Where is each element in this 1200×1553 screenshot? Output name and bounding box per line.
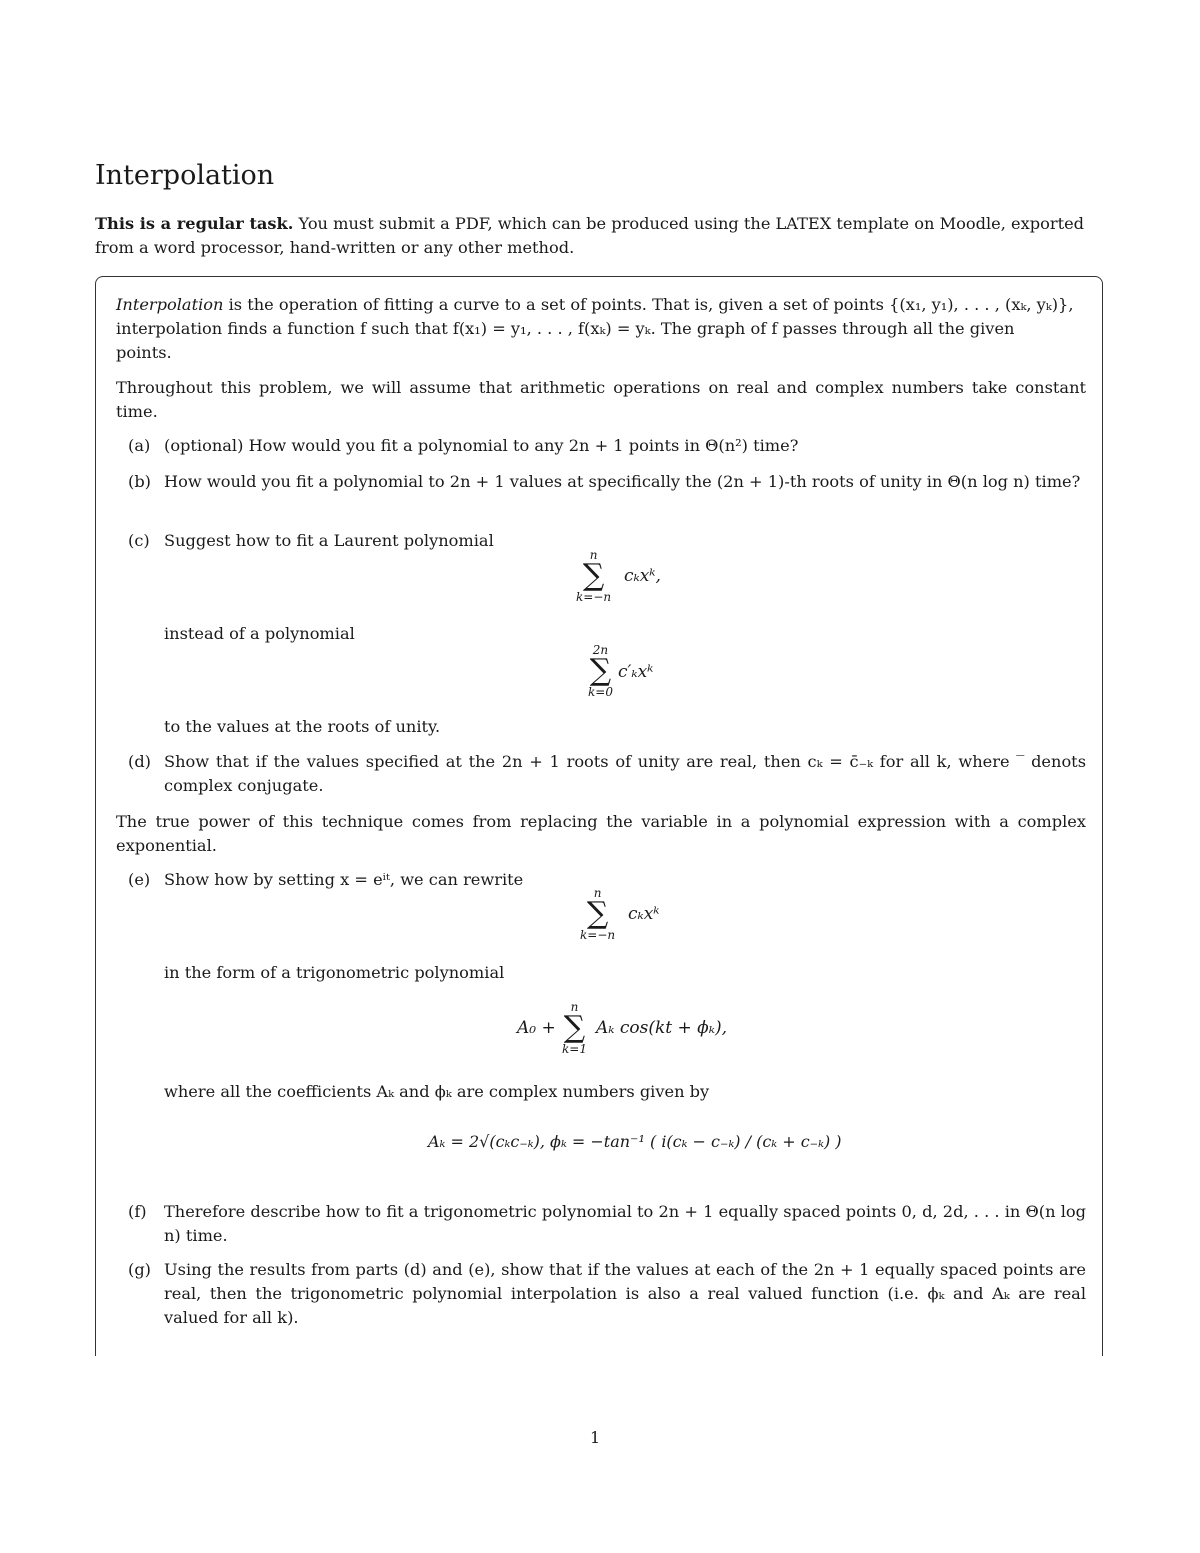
item-label: (g)	[128, 1260, 151, 1279]
item-text: (optional) How would you fit a polynomial to any 2n + 1 points in Θ(n²) time?	[164, 436, 799, 455]
sigma-icon: ∑	[589, 653, 612, 688]
sum-upper: n	[593, 886, 602, 900]
item-text: How would you fit a polynomial to 2n + 1 values at specifically the (2n + 1)-th roots of unity in Θ(n log n) time?	[164, 472, 1081, 491]
intro-text: You must submit a PDF, which can be produced using the LATEX template on Moodle, exported from a word processor, hand-written or any other method.	[95, 214, 1085, 257]
item-c-mid: instead of a polynomial	[164, 624, 355, 643]
item-text: Using the results from parts (d) and (e), show that if the values at each of the 2n + 1 equally spaced points are real, then the trigonometric polynomial interpolation is also a real valued function (i.e. ϕₖ and Aₖ are real valued for all k).	[164, 1260, 1086, 1327]
sum-lower: k=0	[588, 685, 613, 699]
sum-upper: n	[589, 548, 598, 562]
sum-upper: n	[570, 1000, 579, 1014]
equation-4-pre: A₀ +	[517, 1018, 556, 1038]
item-text: Show that if the values specified at the 2n + 1 roots of unity are real, then cₖ = c̄₋ₖ for all k, where ‾ denots complex conjugate.	[164, 752, 1086, 795]
para-assumption: Throughout this problem, we will assume that arithmetic operations on real and complex numbers take constant time.	[116, 378, 1086, 421]
sigma-icon: ∑	[582, 558, 605, 593]
sum-lower: k=−n	[576, 590, 612, 604]
equation-3-body: cₖxᵏ	[628, 904, 660, 924]
interpolation-term: Interpolation	[116, 295, 224, 314]
sum-lower: k=−n	[580, 928, 616, 942]
para-interpolation-3: points.	[116, 343, 172, 362]
item-label: (d)	[128, 752, 151, 771]
page-number: 1	[590, 1428, 601, 1447]
para1-line1: is the operation of fitting a curve to a set of points. That is, given a set of points {(x₁, y₁), . . . , (xₖ, yₖ)},	[223, 295, 1074, 314]
item-label: (e)	[128, 870, 151, 889]
item-e-end: where all the coefficients Aₖ and ϕₖ are complex numbers given by	[164, 1082, 710, 1101]
equation-4-sum	[562, 1000, 587, 1056]
item-text: Suggest how to fit a Laurent polynomial	[164, 531, 494, 550]
equation-3-sum	[580, 886, 615, 942]
para-interpolation-2: interpolation finds a function f such that f(x₁) = y₁, . . . , f(xₖ) = yₖ. The graph of f passes through all the given	[116, 319, 1015, 338]
sigma-icon: ∑	[563, 1010, 586, 1045]
page-title: Interpolation	[95, 160, 275, 191]
para-power: The true power of this technique comes from replacing the variable in a polynomial expression with a complex exponential.	[116, 812, 1086, 855]
equation-1-body: cₖxᵏ,	[624, 566, 661, 586]
equation-5: Aₖ = 2√(cₖc₋ₖ), ϕₖ = −tan⁻¹ ( i(cₖ − c₋ₖ) / (cₖ + c₋ₖ) )	[428, 1132, 842, 1151]
item-text: Therefore describe how to fit a trigonometric polynomial to 2n + 1 equally spaced points 0, d, 2d, . . . in Θ(n log n) time.	[164, 1202, 1086, 1245]
item-label: (f)	[128, 1202, 147, 1221]
equation-1-sum	[576, 548, 611, 604]
item-e-mid: in the form of a trigonometric polynomial	[164, 963, 505, 982]
equation-2-sum	[588, 643, 613, 699]
para-interpolation-1	[116, 293, 1086, 317]
sum-lower: k=1	[562, 1042, 587, 1056]
item-text: Show how by setting x = eⁱᵗ, we can rewrite	[164, 870, 524, 889]
sigma-icon: ∑	[586, 896, 609, 931]
intro-paragraph	[95, 212, 1107, 260]
item-label: (a)	[128, 436, 151, 455]
intro-bold: This is a regular task.	[95, 214, 294, 233]
equation-2-body: c′ₖxᵏ	[618, 662, 654, 682]
item-label: (c)	[128, 531, 150, 550]
sum-upper: 2n	[592, 643, 609, 657]
item-c-end: to the values at the roots of unity.	[164, 717, 441, 736]
item-label: (b)	[128, 472, 151, 491]
equation-4-body: Aₖ cos(kt + ϕₖ),	[596, 1018, 728, 1038]
